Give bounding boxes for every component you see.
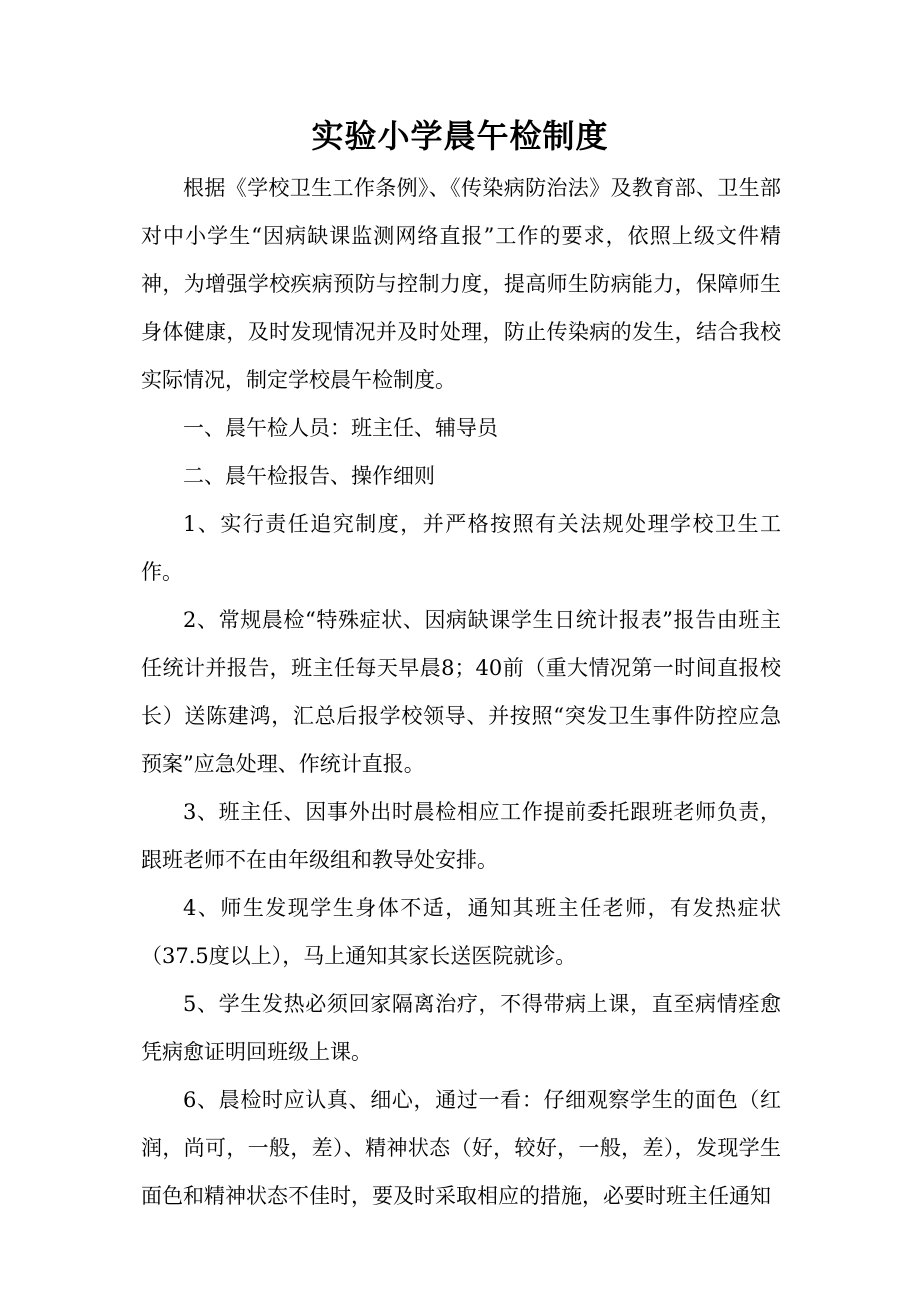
rule-4-paragraph: 4、师生发现学生身体不适，通知其班主任老师，有发热症状（37.5度以上），马上通知其家长送医院就诊。 [141,896,781,968]
rule-1-paragraph: 1、实行责任追究制度，并严格按照有关法规处理学校卫生工作。 [141,512,781,584]
rule-3-paragraph: 3、班主任、因事外出时晨检相应工作提前委托跟班老师负责，跟班老师不在由年级组和教导处安排。 [141,800,781,872]
rule-2-paragraph: 2、常规晨检“特殊症状、因病缺课学生日统计报表”报告由班主任统计并报告，班主任每天早晨8；40前（重大情况第一时间直报校长）送陈建鸿，汇总后报学校领导、并按照“突发卫生事件防控应急预案”应急处理、作统计直报。 [141,608,781,776]
rule-6-paragraph: 6、晨检时应认真、细心，通过一看：仔细观察学生的面色（红润，尚可，一般，差）、精神状态（好，较好，一般，差），发现学生面色和精神状态不佳时，要及时采取相应的措施，必要时班主任通知 [141,1088,781,1208]
intro-paragraph: 根据《学校卫生工作条例》、《传染病防治法》及教育部、卫生部对中小学生“因病缺课监测网络直报”工作的要求，依照上级文件精神，为增强学校疾病预防与控制力度，提高师生防病能力，保障师生身体健康，及时发现情况并及时处理，防止传染病的发生，结合我校实际情况，制定学校晨午检制度。 [141,176,781,392]
document-body [141,164,781,1220]
section-2-heading: 二、晨午检报告、操作细则 [183,464,435,488]
section-1-heading: 一、晨午检人员：班主任、辅导员 [183,416,498,440]
rule-5-paragraph: 5、学生发热必须回家隔离治疗，不得带病上课，直至病情痊愈凭病愈证明回班级上课。 [141,992,781,1064]
document-title: 实验小学晨午检制度 [311,117,609,155]
